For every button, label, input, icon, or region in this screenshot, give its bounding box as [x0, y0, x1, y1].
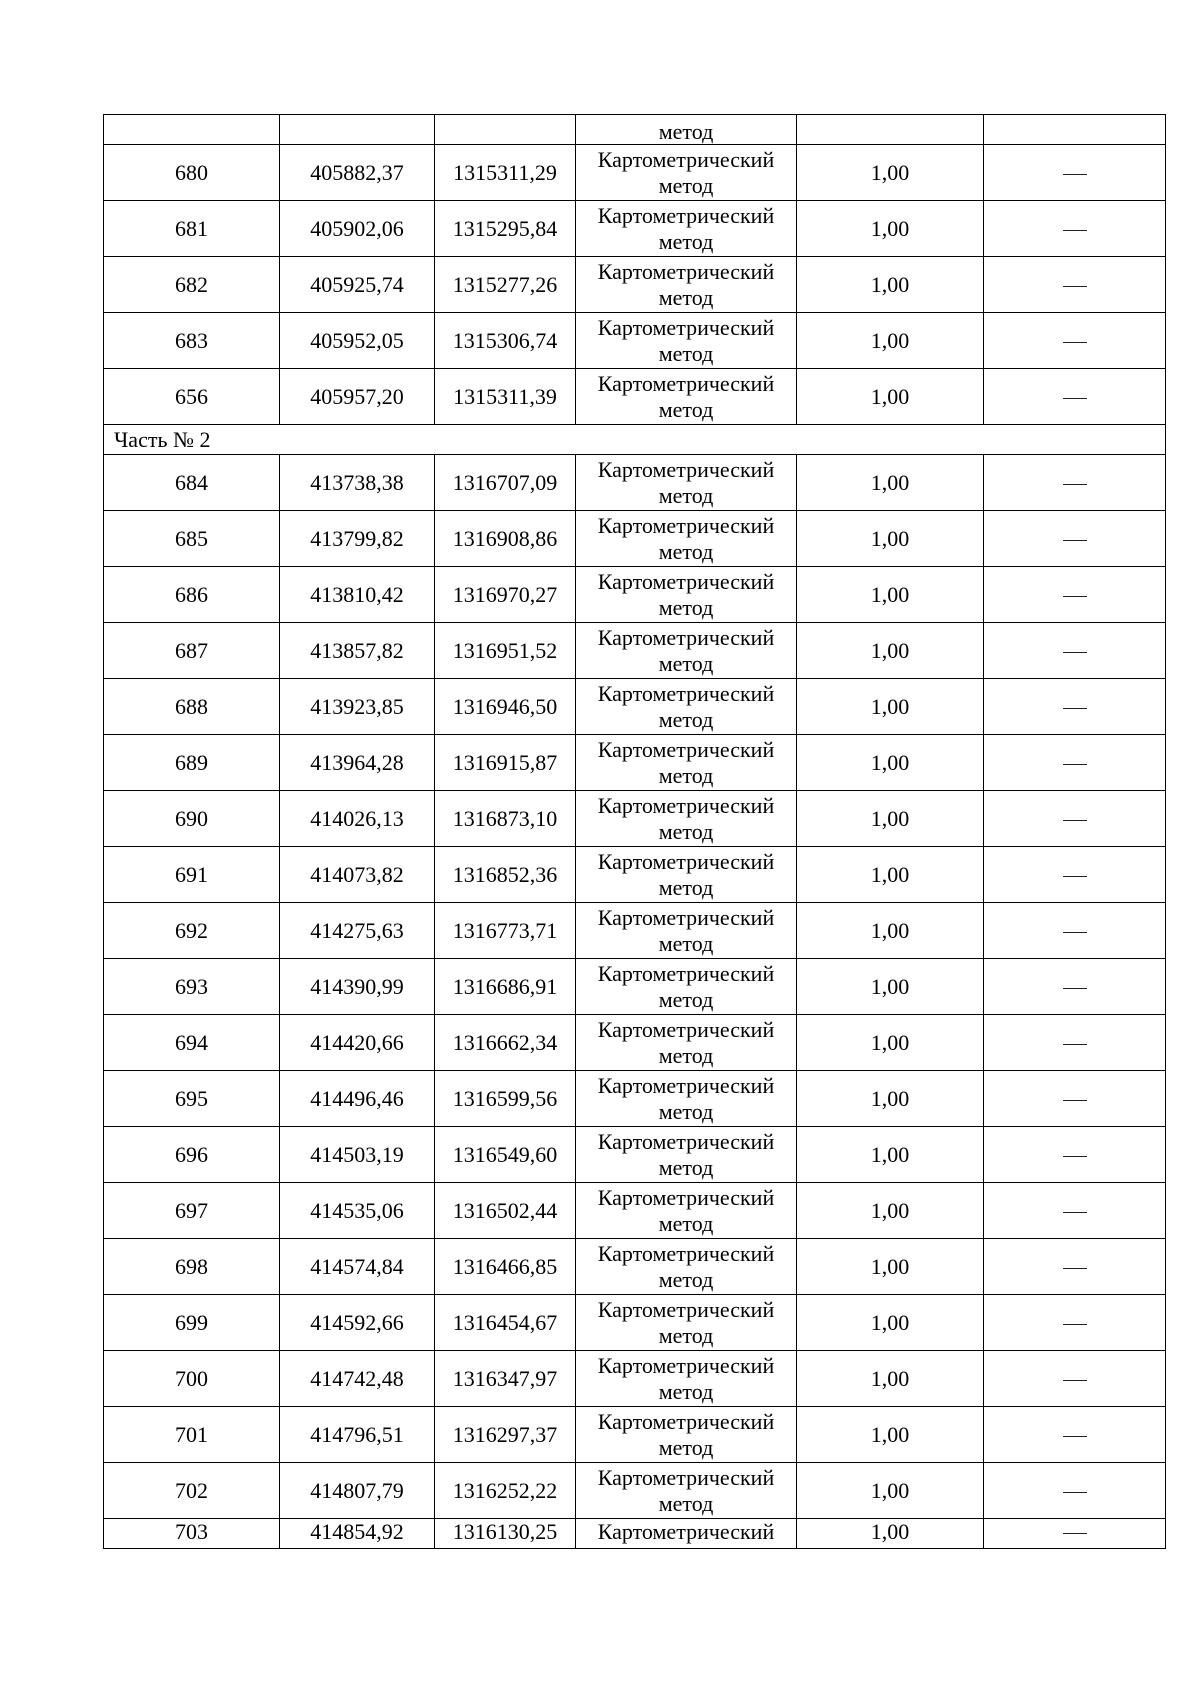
cell-y: 1316707,09 — [435, 455, 576, 511]
dash-mark — [1063, 764, 1087, 765]
method-line-2: метод — [658, 340, 714, 366]
cell-x: 413810,42 — [280, 567, 435, 623]
cell-y: 1315277,26 — [435, 257, 576, 313]
method-line-2: метод — [658, 1210, 714, 1236]
cell-accuracy: 1,00 — [797, 847, 984, 903]
method-line-2: метод — [658, 762, 714, 788]
table-row — [104, 679, 1166, 735]
cell-y: 1316252,22 — [435, 1463, 576, 1519]
cell-x: 414854,92 — [280, 1519, 435, 1549]
method-line-2: метод — [658, 594, 714, 620]
table-row — [104, 369, 1166, 425]
cell-description — [984, 313, 1166, 369]
cell-point-number: 685 — [104, 511, 280, 567]
cell-description — [984, 1239, 1166, 1295]
method-line-2: метод — [658, 1098, 714, 1124]
cell-point-number: 691 — [104, 847, 280, 903]
cell-x: 414574,84 — [280, 1239, 435, 1295]
cell-method — [576, 735, 797, 791]
cell-point-number: 682 — [104, 257, 280, 313]
cell-description — [984, 623, 1166, 679]
method-line-1: Картометрический — [597, 960, 775, 986]
cell-y: 1316970,27 — [435, 567, 576, 623]
method-line-1: Картометрический — [597, 904, 775, 930]
dash-mark — [1063, 1156, 1087, 1157]
method-line-2: метод — [658, 284, 714, 310]
cell-accuracy: 1,00 — [797, 1015, 984, 1071]
table-row — [104, 623, 1166, 679]
cell-x: 405952,05 — [280, 313, 435, 369]
cell-description — [984, 1071, 1166, 1127]
table-row — [104, 1127, 1166, 1183]
dash-mark — [1063, 652, 1087, 653]
dash-mark — [1063, 1380, 1087, 1381]
cell-point-number: 692 — [104, 903, 280, 959]
cell-y: 1316599,56 — [435, 1071, 576, 1127]
dash-mark — [1063, 230, 1087, 231]
cell-point-number: 656 — [104, 369, 280, 425]
method-line-1: Картометрический — [597, 258, 775, 284]
method-line-2: метод — [658, 1378, 714, 1404]
cell-description — [984, 1183, 1166, 1239]
cell-method — [576, 959, 797, 1015]
table-row — [104, 455, 1166, 511]
method-line-2: метод — [658, 1490, 714, 1516]
cell-description — [984, 903, 1166, 959]
cell-x: 414807,79 — [280, 1463, 435, 1519]
cell-y: 1315311,39 — [435, 369, 576, 425]
table-row — [104, 1519, 1166, 1549]
cell-y: 1316773,71 — [435, 903, 576, 959]
cell-point-number: 700 — [104, 1351, 280, 1407]
cell-y: 1316662,34 — [435, 1015, 576, 1071]
cell-x: 414420,66 — [280, 1015, 435, 1071]
cell-accuracy: 1,00 — [797, 1127, 984, 1183]
table-row — [104, 847, 1166, 903]
dash-mark — [1063, 1212, 1087, 1213]
table-row — [104, 1351, 1166, 1407]
method-line-1: Картометрический — [597, 370, 775, 396]
method-line-1: Картометрический — [597, 1464, 775, 1490]
cell-point-number: 681 — [104, 201, 280, 257]
cell-accuracy — [797, 115, 984, 145]
dash-mark — [1063, 876, 1087, 877]
cell-method — [576, 257, 797, 313]
section-row — [104, 425, 1166, 455]
method-line-2: метод — [658, 172, 714, 198]
table-row — [104, 145, 1166, 201]
table-row — [104, 313, 1166, 369]
cell-accuracy: 1,00 — [797, 567, 984, 623]
cell-accuracy: 1,00 — [797, 1295, 984, 1351]
cell-description — [984, 1015, 1166, 1071]
method-line-1: Картометрический — [597, 624, 775, 650]
method-line-1: Картометрический — [597, 146, 775, 172]
cell-point-number: 701 — [104, 1407, 280, 1463]
cell-point-number: 680 — [104, 145, 280, 201]
method-line-1: Картометрический — [597, 1128, 775, 1154]
method-line-2: метод — [658, 650, 714, 676]
cell-y: 1315295,84 — [435, 201, 576, 257]
cell-x: 405902,06 — [280, 201, 435, 257]
cell-method — [576, 145, 797, 201]
table-row — [104, 1407, 1166, 1463]
method-line-1: Картометрический — [597, 456, 775, 482]
dash-mark — [1063, 1268, 1087, 1269]
cell-description — [984, 679, 1166, 735]
cell-method — [576, 623, 797, 679]
cell-x: 414503,19 — [280, 1127, 435, 1183]
method-line-2: метод — [658, 228, 714, 254]
cell-accuracy: 1,00 — [797, 903, 984, 959]
cell-method — [576, 1183, 797, 1239]
method-line-2: метод — [658, 930, 714, 956]
method-line-1: Картометрический — [597, 314, 775, 340]
cell-accuracy: 1,00 — [797, 313, 984, 369]
cell-point-number: 686 — [104, 567, 280, 623]
cell-method: метод — [576, 115, 797, 145]
cell-accuracy: 1,00 — [797, 369, 984, 425]
table-row — [104, 1183, 1166, 1239]
dash-mark — [1063, 174, 1087, 175]
method-line-2: метод — [658, 538, 714, 564]
cell-point-number: 684 — [104, 455, 280, 511]
method-line-2: метод — [658, 818, 714, 844]
cell-method — [576, 1519, 797, 1549]
cell-method — [576, 903, 797, 959]
dash-mark — [1063, 1533, 1087, 1534]
cell-method — [576, 369, 797, 425]
cell-y: 1316951,52 — [435, 623, 576, 679]
cell-x: 413799,82 — [280, 511, 435, 567]
cell-method — [576, 201, 797, 257]
cell-description — [984, 257, 1166, 313]
method-line-1: Картометрический — [597, 792, 775, 818]
cell-point-number: 687 — [104, 623, 280, 679]
cell-accuracy: 1,00 — [797, 679, 984, 735]
cell-y: 1316130,25 — [435, 1519, 576, 1549]
cell-x: 405925,74 — [280, 257, 435, 313]
cell-x: 414073,82 — [280, 847, 435, 903]
dash-mark — [1063, 286, 1087, 287]
table-row — [104, 1463, 1166, 1519]
cell-method — [576, 455, 797, 511]
cell-y: 1316686,91 — [435, 959, 576, 1015]
cell-y: 1316297,37 — [435, 1407, 576, 1463]
cell-accuracy: 1,00 — [797, 959, 984, 1015]
cell-x: 414496,46 — [280, 1071, 435, 1127]
table-row — [104, 1015, 1166, 1071]
method-line-1: Картометрический — [597, 736, 775, 762]
method-line-1: Картометрический — [597, 202, 775, 228]
cell-description — [984, 1519, 1166, 1549]
cell-x: 405957,20 — [280, 369, 435, 425]
table-body — [104, 115, 1166, 1549]
cell-point-number: 696 — [104, 1127, 280, 1183]
cell-x: 413738,38 — [280, 455, 435, 511]
cell-x: 413923,85 — [280, 679, 435, 735]
cell-method — [576, 679, 797, 735]
cell-method — [576, 313, 797, 369]
cell-y: 1316549,60 — [435, 1127, 576, 1183]
method-line-1: Картометрический — [597, 680, 775, 706]
cell-accuracy: 1,00 — [797, 257, 984, 313]
method-line-1: Картометрический — [597, 1408, 775, 1434]
cell-accuracy: 1,00 — [797, 1407, 984, 1463]
cell-method — [576, 1239, 797, 1295]
cell-point-number: 690 — [104, 791, 280, 847]
cell-accuracy: 1,00 — [797, 511, 984, 567]
cell-accuracy: 1,00 — [797, 1239, 984, 1295]
method-line-1: Картометрический — [597, 512, 775, 538]
cell-point-number: 689 — [104, 735, 280, 791]
cell-point-number: 693 — [104, 959, 280, 1015]
method-line-1: Картометрический — [597, 848, 775, 874]
cell-description — [984, 369, 1166, 425]
method-line-2: метод — [658, 1042, 714, 1068]
table-row — [104, 1295, 1166, 1351]
method-line-1: Картометрический — [597, 1519, 775, 1544]
cell-method — [576, 1015, 797, 1071]
cell-point-number: 697 — [104, 1183, 280, 1239]
dash-mark — [1063, 932, 1087, 933]
cell-description — [984, 1407, 1166, 1463]
table-row — [104, 903, 1166, 959]
section-label: Часть № 2 — [104, 425, 1166, 455]
method-line-2: метод — [658, 874, 714, 900]
cell-method — [576, 1295, 797, 1351]
cell-accuracy: 1,00 — [797, 145, 984, 201]
cell-method — [576, 511, 797, 567]
cell-x: 405882,37 — [280, 145, 435, 201]
cell-x — [280, 115, 435, 145]
cell-method — [576, 791, 797, 847]
dash-mark — [1063, 988, 1087, 989]
cell-description — [984, 201, 1166, 257]
cell-accuracy: 1,00 — [797, 1351, 984, 1407]
cell-method — [576, 1351, 797, 1407]
cell-description — [984, 145, 1166, 201]
cell-x: 414796,51 — [280, 1407, 435, 1463]
cell-accuracy: 1,00 — [797, 1519, 984, 1549]
cell-description — [984, 1463, 1166, 1519]
cell-accuracy: 1,00 — [797, 201, 984, 257]
cell-accuracy: 1,00 — [797, 1071, 984, 1127]
table-row — [104, 257, 1166, 313]
dash-mark — [1063, 484, 1087, 485]
cell-accuracy: 1,00 — [797, 1183, 984, 1239]
cell-y: 1316908,86 — [435, 511, 576, 567]
cell-point-number: 688 — [104, 679, 280, 735]
cell-description — [984, 455, 1166, 511]
cell-point-number: 683 — [104, 313, 280, 369]
cell-accuracy: 1,00 — [797, 455, 984, 511]
dash-mark — [1063, 1436, 1087, 1437]
dash-mark — [1063, 540, 1087, 541]
cell-description — [984, 791, 1166, 847]
cell-description — [984, 735, 1166, 791]
method-line-2: метод — [658, 986, 714, 1012]
dash-mark — [1063, 1324, 1087, 1325]
cell-y: 1316915,87 — [435, 735, 576, 791]
cell-y: 1316852,36 — [435, 847, 576, 903]
cell-y: 1315306,74 — [435, 313, 576, 369]
cell-x: 414592,66 — [280, 1295, 435, 1351]
cell-description — [984, 567, 1166, 623]
cell-y: 1316347,97 — [435, 1351, 576, 1407]
cell-point-number: 699 — [104, 1295, 280, 1351]
dash-mark — [1063, 1044, 1087, 1045]
cell-y: 1316873,10 — [435, 791, 576, 847]
cell-method — [576, 1463, 797, 1519]
method-line-2: метод — [658, 1322, 714, 1348]
method-line-2: метод — [658, 1154, 714, 1180]
cell-x: 414390,99 — [280, 959, 435, 1015]
cell-y: 1316946,50 — [435, 679, 576, 735]
dash-mark — [1063, 820, 1087, 821]
cell-method — [576, 1407, 797, 1463]
method-line-1: Картометрический — [597, 1072, 775, 1098]
cell-method — [576, 1127, 797, 1183]
cell-description — [984, 847, 1166, 903]
dash-mark — [1063, 1100, 1087, 1101]
cell-y: 1316454,67 — [435, 1295, 576, 1351]
dash-mark — [1063, 398, 1087, 399]
method-line-2: метод — [658, 706, 714, 732]
cell-point-number: 703 — [104, 1519, 280, 1549]
cell-x: 414275,63 — [280, 903, 435, 959]
cell-description — [984, 1295, 1166, 1351]
table-row — [104, 201, 1166, 257]
table-row — [104, 959, 1166, 1015]
method-line-1: Картометрический — [597, 1296, 775, 1322]
cell-x: 414535,06 — [280, 1183, 435, 1239]
cell-description — [984, 115, 1166, 145]
method-line-2: метод — [658, 482, 714, 508]
method-line-1: Картометрический — [597, 1016, 775, 1042]
cell-description — [984, 1351, 1166, 1407]
table-row — [104, 1071, 1166, 1127]
table-row — [104, 511, 1166, 567]
cell-y: 1316502,44 — [435, 1183, 576, 1239]
method-line-2: метод — [658, 1434, 714, 1460]
cell-point-number: 694 — [104, 1015, 280, 1071]
cell-point-number: 702 — [104, 1463, 280, 1519]
method-line-1: Картометрический — [597, 1240, 775, 1266]
cell-accuracy: 1,00 — [797, 735, 984, 791]
dash-mark — [1063, 1492, 1087, 1493]
cell-method — [576, 1071, 797, 1127]
cell-accuracy: 1,00 — [797, 1463, 984, 1519]
table-row — [104, 791, 1166, 847]
continuation-row — [104, 115, 1166, 145]
table-row — [104, 1239, 1166, 1295]
cell-x: 414742,48 — [280, 1351, 435, 1407]
cell-point-number — [104, 115, 280, 145]
cell-y: 1315311,29 — [435, 145, 576, 201]
cell-x: 414026,13 — [280, 791, 435, 847]
cell-description — [984, 1127, 1166, 1183]
cell-y — [435, 115, 576, 145]
cell-x: 413964,28 — [280, 735, 435, 791]
method-line-1: Картометрический — [597, 1352, 775, 1378]
method-line-1: Картометрический — [597, 568, 775, 594]
table-row — [104, 735, 1166, 791]
cell-method — [576, 847, 797, 903]
dash-mark — [1063, 596, 1087, 597]
dash-mark — [1063, 708, 1087, 709]
method-line-2: метод — [658, 396, 714, 422]
cell-description — [984, 959, 1166, 1015]
method-line-2: метод — [658, 1266, 714, 1292]
cell-description — [984, 511, 1166, 567]
cell-point-number: 695 — [104, 1071, 280, 1127]
dash-mark — [1063, 342, 1087, 343]
method-line-1: Картометрический — [597, 1184, 775, 1210]
cell-point-number: 698 — [104, 1239, 280, 1295]
coordinates-table — [103, 114, 1166, 1549]
cell-accuracy: 1,00 — [797, 623, 984, 679]
cell-accuracy: 1,00 — [797, 791, 984, 847]
table-row — [104, 567, 1166, 623]
cell-y: 1316466,85 — [435, 1239, 576, 1295]
cell-method — [576, 567, 797, 623]
cell-x: 413857,82 — [280, 623, 435, 679]
